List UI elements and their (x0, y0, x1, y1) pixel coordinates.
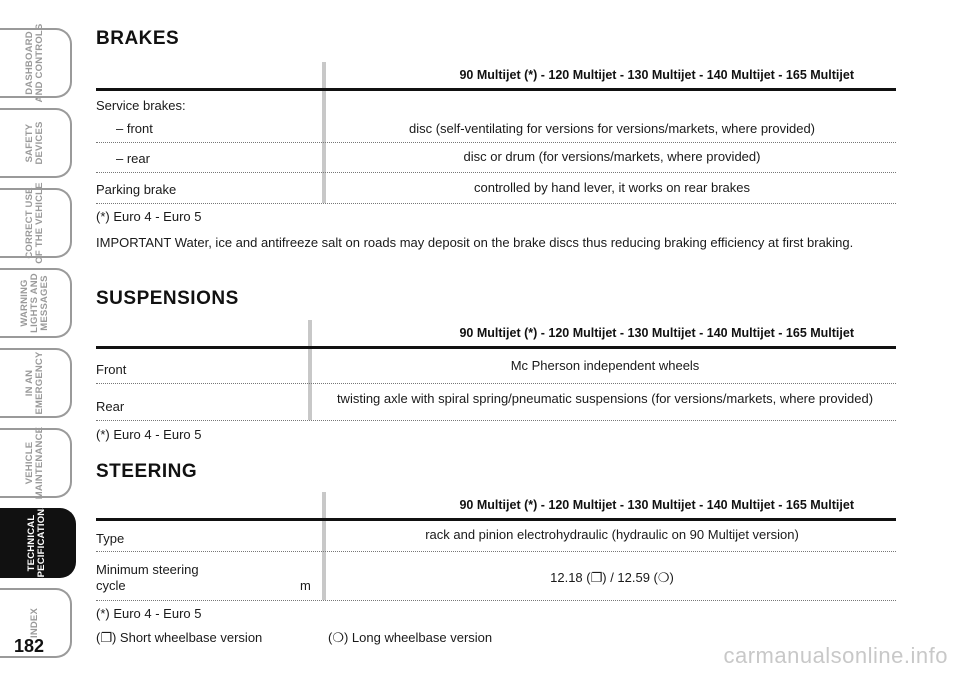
tab-label: DASHBOARD AND CONTROLS (24, 23, 45, 103)
row-label: Front (96, 362, 127, 377)
page-number: 182 (14, 636, 45, 656)
tab-dashboard-and-controls[interactable] (0, 23, 72, 103)
brakes-important-note: IMPORTANT Water, ice and antifreeze salt on roads may deposit on the brake discs thus reducing braking efficiency at first braking. (96, 235, 854, 250)
row-value: controlled by hand lever, it works on rear brakes (473, 180, 751, 195)
short-wheelbase-note: (❐) Short wheelbase version (96, 630, 263, 645)
suspensions-footnote: (*) Euro 4 - Euro 5 (96, 427, 202, 442)
row-value: disc or drum (for versions/markets, where provided) (463, 149, 761, 164)
row-label-line-2: cycle (96, 578, 126, 593)
row-label: – rear (116, 151, 150, 166)
row-unit: m (300, 578, 311, 593)
steering-row-type (96, 521, 896, 552)
brakes-row-rear (96, 143, 896, 173)
tab-vehicle-maintenance[interactable] (0, 428, 72, 498)
tab-technical-specifications[interactable] (0, 502, 76, 584)
tab-label: INDEX (29, 607, 40, 639)
tab-label: IN AN EMERGENCY (24, 351, 45, 415)
section-title-brakes: BRAKES (96, 28, 180, 49)
tab-label: WARNING LIGHTS AND MESSAGES (19, 273, 50, 333)
header-text: 90 Multijet (*) - 120 Multijet - 130 Multijet - 140 Multijet - 165 Multijet (459, 498, 854, 512)
section-title-steering: STEERING (96, 461, 198, 482)
tab-label: TECHNICAL SPECIFICATIONS (26, 502, 47, 584)
long-wheelbase-note: (❍) Long wheelbase version (328, 630, 493, 645)
tab-safety-devices[interactable] (0, 108, 72, 178)
steering-table (96, 492, 896, 601)
suspensions-row-front (96, 349, 896, 384)
tab-warning-lights[interactable] (0, 268, 72, 338)
header-text: 90 Multijet (*) - 120 Multijet - 130 Multijet - 140 Multijet - 165 Multijet (459, 326, 854, 340)
brakes-row-front (96, 113, 896, 143)
row-value: rack and pinion electrohydraulic (hydraulic on 90 Multijet version) (425, 527, 799, 542)
tab-in-an-emergency[interactable] (0, 348, 72, 418)
row-label-line-1: Minimum steering (96, 562, 199, 577)
row-label: Rear (96, 399, 125, 414)
row-value: twisting axle with spiral spring/pneumatic suspensions (for versions/markets, where provided) (336, 391, 874, 406)
row-label: Type (96, 531, 125, 546)
watermark: carmanualsonline.info (723, 643, 948, 668)
row-label: Parking brake (96, 182, 177, 197)
suspensions-table-header (96, 320, 896, 349)
row-value: Mc Pherson independent wheels (510, 358, 700, 373)
steering-footnote: (*) Euro 4 - Euro 5 (96, 606, 202, 621)
brakes-footnote: (*) Euro 4 - Euro 5 (96, 209, 202, 224)
tab-correct-use[interactable] (0, 182, 72, 264)
side-tab-nav (0, 23, 76, 668)
service-brakes-label: Service brakes: (96, 98, 186, 113)
row-value: disc (self-ventilating for versions for versions/markets, where provided) (408, 121, 816, 136)
brakes-group-label-row (96, 91, 896, 113)
suspensions-table (96, 320, 896, 421)
steering-row-cycle (96, 552, 896, 601)
header-text: 90 Multijet (*) - 120 Multijet - 130 Multijet - 140 Multijet - 165 Multijet (459, 68, 854, 82)
tab-label: SAFETY DEVICES (24, 121, 45, 165)
brakes-row-parking (96, 173, 896, 204)
tab-label: VEHICLE MAINTENANCE (24, 426, 45, 500)
tab-label: CORRECT USE OF THE VEHICLE (24, 182, 45, 264)
row-value: 12.18 (❐) / 12.59 (❍) (550, 570, 674, 585)
brakes-table (96, 62, 896, 204)
brakes-table-header (96, 62, 896, 91)
row-label: – front (116, 121, 153, 136)
suspensions-row-rear (96, 384, 896, 421)
steering-table-header (96, 492, 896, 521)
section-title-suspensions: SUSPENSIONS (96, 288, 239, 309)
